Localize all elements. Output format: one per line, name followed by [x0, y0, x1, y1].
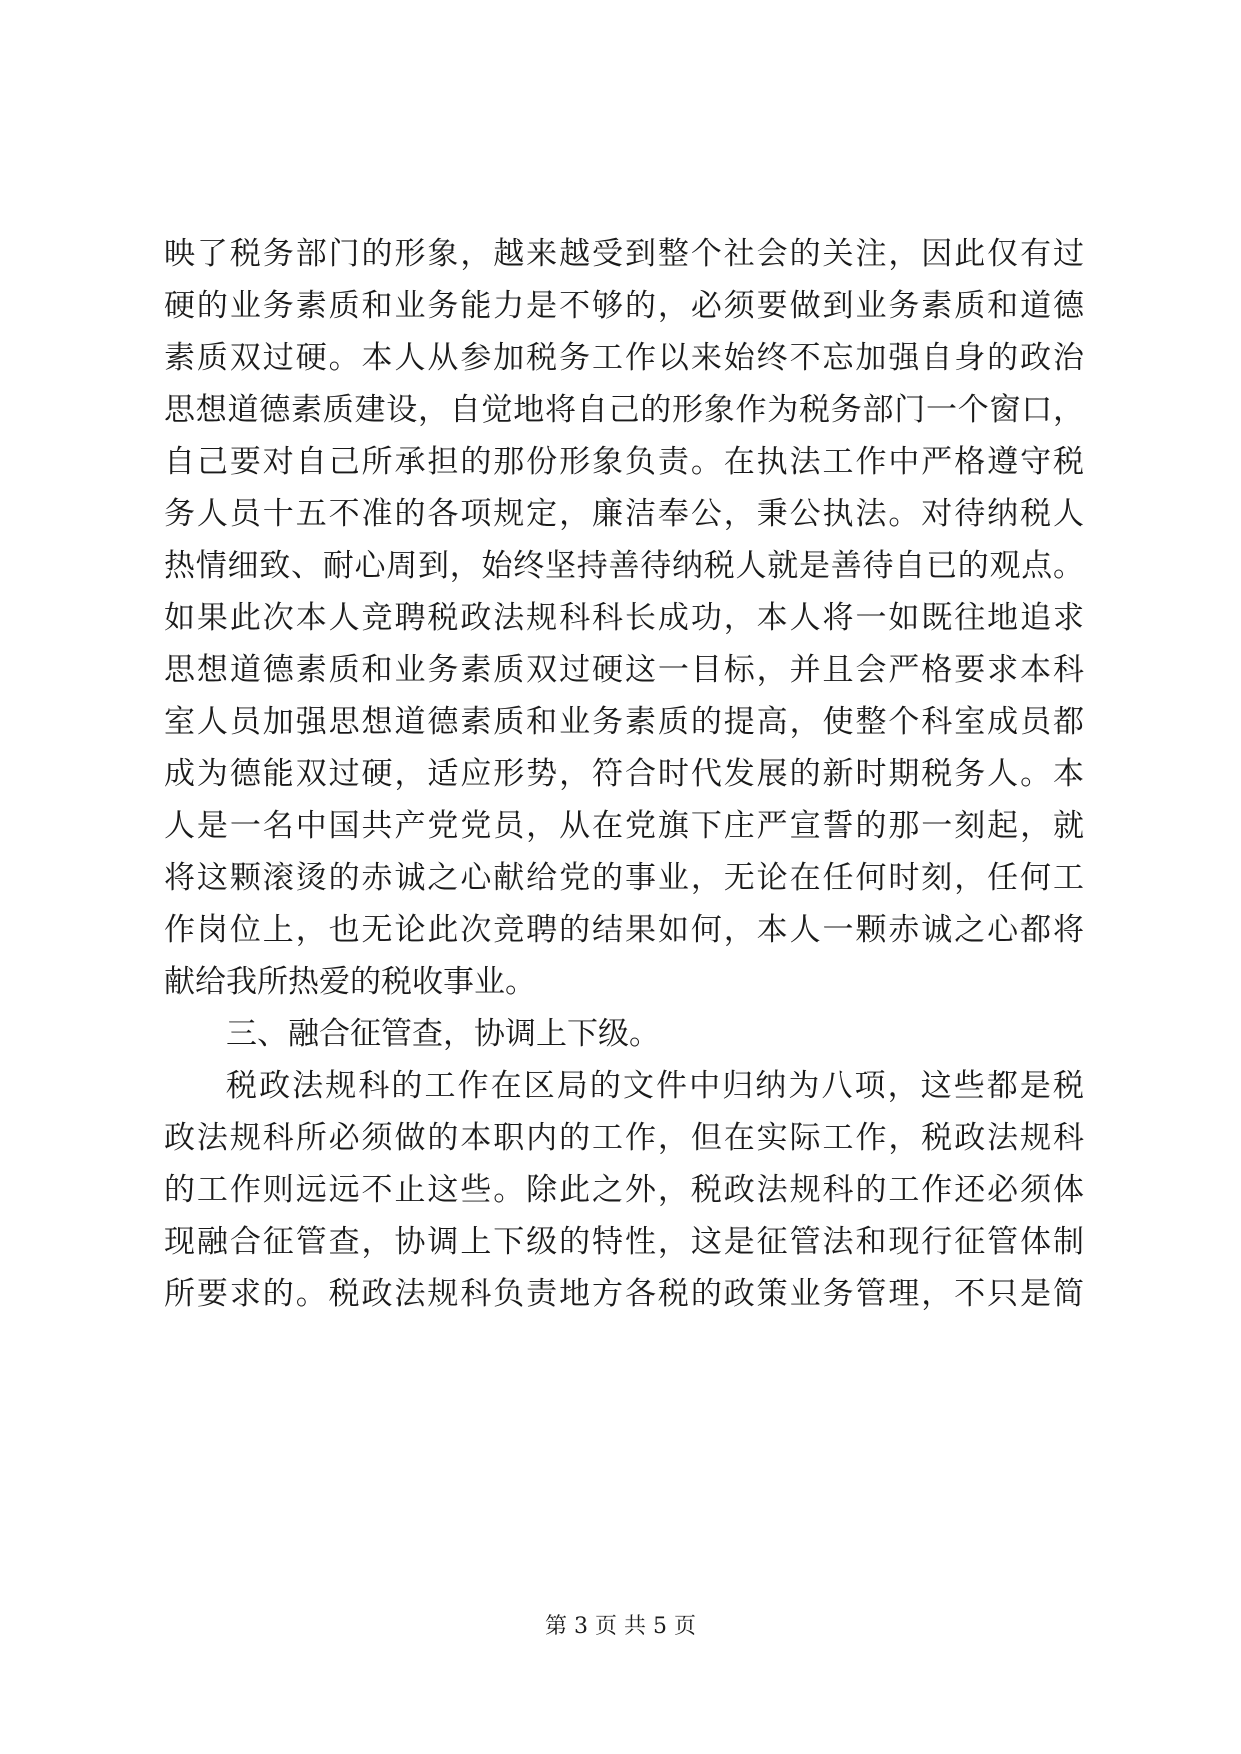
text-line: 献给我所热爱的税收事业。 [164, 964, 536, 1000]
text-line: 室人员加强思想道德素质和业务素质的提高，使整个科室成员都 [164, 704, 1084, 740]
text-line: 思想道德素质和业务素质双过硬这一目标，并且会严格要求本科 [164, 652, 1084, 688]
text-line: 热情细致、耐心周到，始终坚持善待纳税人就是善待自已的观点。 [164, 548, 1084, 584]
text-line: 现融合征管查，协调上下级的特性，这是征管法和现行征管体制 [164, 1224, 1084, 1260]
page-number-footer: 第 3 页 共 5 页 [545, 1614, 696, 1639]
text-line: 务人员十五不准的各项规定，廉洁奉公，秉公执法。对待纳税人 [164, 496, 1084, 532]
text-line: 所要求的。税政法规科负责地方各税的政策业务管理，不只是简 [164, 1276, 1084, 1312]
text-line: 税政法规科的工作在区局的文件中归纳为八项，这些都是税 [226, 1068, 1084, 1104]
text-line: 如果此次本人竞聘税政法规科科长成功，本人将一如既往地追求 [164, 600, 1084, 636]
text-line: 硬的业务素质和业务能力是不够的，必须要做到业务素质和道德 [164, 288, 1084, 324]
text-line: 政法规科所必须做的本职内的工作，但在实际工作，税政法规科 [164, 1120, 1084, 1156]
text-line: 映了税务部门的形象，越来越受到整个社会的关注，因此仅有过 [164, 236, 1084, 272]
text-line: 自己要对自己所承担的那份形象负责。在执法工作中严格遵守税 [164, 444, 1084, 480]
document-body [164, 228, 1084, 1320]
text-line: 的工作则远远不止这些。除此之外，税政法规科的工作还必须体 [164, 1172, 1084, 1208]
text-line: 思想道德素质建设，自觉地将自己的形象作为税务部门一个窗口， [164, 392, 1084, 428]
text-line: 人是一名中国共产党党员，从在党旗下庄严宣誓的那一刻起，就 [164, 808, 1084, 844]
section-heading: 三、融合征管查，协调上下级。 [226, 1016, 660, 1052]
text-line: 成为德能双过硬，适应形势，符合时代发展的新时期税务人。本 [164, 756, 1084, 792]
text-line: 素质双过硬。本人从参加税务工作以来始终不忘加强自身的政治 [164, 340, 1084, 376]
text-line: 作岗位上，也无论此次竞聘的结果如何，本人一颗赤诚之心都将 [164, 912, 1084, 948]
text-line: 将这颗滚烫的赤诚之心献给党的事业，无论在任何时刻，任何工 [164, 860, 1084, 896]
